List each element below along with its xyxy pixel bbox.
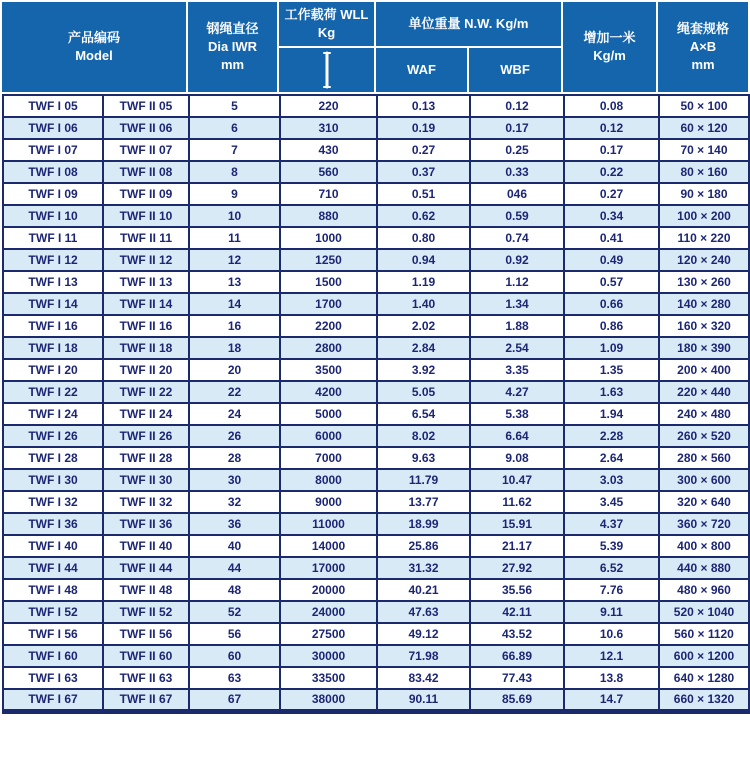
cell: 8000 xyxy=(280,469,377,491)
cell: 5.39 xyxy=(564,535,659,557)
cell: 26 xyxy=(189,425,280,447)
cell: TWF II 20 xyxy=(103,359,189,381)
cell: 4.37 xyxy=(564,513,659,535)
cell: TWF I 24 xyxy=(3,403,103,425)
cell: 310 xyxy=(280,117,377,139)
cell: 27.92 xyxy=(470,557,564,579)
cell: TWF I 20 xyxy=(3,359,103,381)
header-model-en: Model xyxy=(75,48,113,63)
table-row xyxy=(3,139,749,161)
cell: 2.54 xyxy=(470,337,564,359)
table-row xyxy=(3,513,749,535)
cell: 63 xyxy=(189,667,280,689)
cell: TWF I 10 xyxy=(3,205,103,227)
cell: 25.86 xyxy=(377,535,470,557)
cell: 90.11 xyxy=(377,689,470,711)
cell: TWF II 11 xyxy=(103,227,189,249)
header-diameter xyxy=(188,2,277,92)
cell: TWF II 06 xyxy=(103,117,189,139)
cell: TWF I 14 xyxy=(3,293,103,315)
header-waf xyxy=(376,48,467,92)
table-row xyxy=(3,645,749,667)
cell: 5 xyxy=(189,95,280,117)
table-row xyxy=(3,315,749,337)
cell: 14000 xyxy=(280,535,377,557)
cell: 77.43 xyxy=(470,667,564,689)
cell: 1.35 xyxy=(564,359,659,381)
cell: 71.98 xyxy=(377,645,470,667)
header-diameter-en: Dia IWR xyxy=(207,38,258,54)
cell: 21.17 xyxy=(470,535,564,557)
cell: 8.02 xyxy=(377,425,470,447)
cell: 14 xyxy=(189,293,280,315)
table-row xyxy=(3,557,749,579)
cell: TWF I 11 xyxy=(3,227,103,249)
cell: 3.35 xyxy=(470,359,564,381)
table-row xyxy=(3,293,749,315)
cell: 0.41 xyxy=(564,227,659,249)
cell: 11.79 xyxy=(377,469,470,491)
cell: 9.11 xyxy=(564,601,659,623)
cell: 31.32 xyxy=(377,557,470,579)
cell: 710 xyxy=(280,183,377,205)
cell: 180 × 390 xyxy=(659,337,749,359)
cell: 18 xyxy=(189,337,280,359)
cell: 360 × 720 xyxy=(659,513,749,535)
cell: 1.09 xyxy=(564,337,659,359)
header-wll-zh: 工作载荷 WLL xyxy=(284,6,369,22)
cell: 18.99 xyxy=(377,513,470,535)
cell: 440 × 880 xyxy=(659,557,749,579)
cell: 42.11 xyxy=(470,601,564,623)
cell: 35.56 xyxy=(470,579,564,601)
cell: 70 × 140 xyxy=(659,139,749,161)
cell: 300 × 600 xyxy=(659,469,749,491)
cell: 11000 xyxy=(280,513,377,535)
cell: 5.38 xyxy=(470,403,564,425)
cell: 6.54 xyxy=(377,403,470,425)
cell: 046 xyxy=(470,183,564,205)
cell: 100 × 200 xyxy=(659,205,749,227)
cell: 0.57 xyxy=(564,271,659,293)
cell: 0.22 xyxy=(564,161,659,183)
cell: 9000 xyxy=(280,491,377,513)
cell: TWF I 60 xyxy=(3,645,103,667)
cell: TWF I 06 xyxy=(3,117,103,139)
cell: 8 xyxy=(189,161,280,183)
cell: TWF I 05 xyxy=(3,95,103,117)
cell: 0.33 xyxy=(470,161,564,183)
cell: TWF I 32 xyxy=(3,491,103,513)
cell: 0.59 xyxy=(470,205,564,227)
cell: TWF II 18 xyxy=(103,337,189,359)
cell: TWF II 48 xyxy=(103,579,189,601)
header-sleeve-unit: mm xyxy=(691,57,715,73)
cell: 6 xyxy=(189,117,280,139)
cell: 7 xyxy=(189,139,280,161)
cell: 20 xyxy=(189,359,280,381)
cell: TWF II 52 xyxy=(103,601,189,623)
header-sleeve-zh: 绳套规格 xyxy=(676,20,729,36)
cell: 13 xyxy=(189,271,280,293)
table-row xyxy=(3,271,749,293)
cell: 16 xyxy=(189,315,280,337)
table-row xyxy=(3,689,749,711)
cell: 1000 xyxy=(280,227,377,249)
cell: 1.40 xyxy=(377,293,470,315)
cell: 0.49 xyxy=(564,249,659,271)
cell: TWF II 44 xyxy=(103,557,189,579)
cell: 30000 xyxy=(280,645,377,667)
cell: TWF II 05 xyxy=(103,95,189,117)
cell: 1.12 xyxy=(470,271,564,293)
cell: 0.62 xyxy=(377,205,470,227)
cell: 1.88 xyxy=(470,315,564,337)
cell: 0.12 xyxy=(564,117,659,139)
cell: 36 xyxy=(189,513,280,535)
cell: TWF I 13 xyxy=(3,271,103,293)
cell: 7.76 xyxy=(564,579,659,601)
cell: 56 xyxy=(189,623,280,645)
cell: 560 xyxy=(280,161,377,183)
cell: 5.05 xyxy=(377,381,470,403)
cell: TWF I 52 xyxy=(3,601,103,623)
cell: 320 × 640 xyxy=(659,491,749,513)
cell: 0.27 xyxy=(377,139,470,161)
cell: 48 xyxy=(189,579,280,601)
cell: 1.94 xyxy=(564,403,659,425)
cell: TWF II 12 xyxy=(103,249,189,271)
cell: TWF I 08 xyxy=(3,161,103,183)
cell: 0.80 xyxy=(377,227,470,249)
cell: TWF II 14 xyxy=(103,293,189,315)
cell: 15.91 xyxy=(470,513,564,535)
table-row xyxy=(3,535,749,557)
cell: TWF II 13 xyxy=(103,271,189,293)
table-row xyxy=(3,403,749,425)
table-row xyxy=(3,249,749,271)
cell: 120 × 240 xyxy=(659,249,749,271)
cell: 22 xyxy=(189,381,280,403)
cell: 12.1 xyxy=(564,645,659,667)
cell: 0.66 xyxy=(564,293,659,315)
cell: TWF I 40 xyxy=(3,535,103,557)
cell: 0.74 xyxy=(470,227,564,249)
cell: TWF II 22 xyxy=(103,381,189,403)
cell: 3500 xyxy=(280,359,377,381)
cell: 6000 xyxy=(280,425,377,447)
cell: 0.51 xyxy=(377,183,470,205)
table-row xyxy=(3,667,749,689)
product-spec-table xyxy=(2,94,750,714)
cell: 83.42 xyxy=(377,667,470,689)
cell: TWF I 48 xyxy=(3,579,103,601)
cell: 600 × 1200 xyxy=(659,645,749,667)
cell: 280 × 560 xyxy=(659,447,749,469)
cell: TWF I 18 xyxy=(3,337,103,359)
cell: 40 xyxy=(189,535,280,557)
cell: 24 xyxy=(189,403,280,425)
header-sleeve-size xyxy=(658,2,748,92)
cell: 11.62 xyxy=(470,491,564,513)
table-row xyxy=(3,337,749,359)
cell: 13.77 xyxy=(377,491,470,513)
cell: 10 xyxy=(189,205,280,227)
cell: 2200 xyxy=(280,315,377,337)
cell: 85.69 xyxy=(470,689,564,711)
table-body xyxy=(3,95,749,711)
table-row xyxy=(3,447,749,469)
cell: 50 × 100 xyxy=(659,95,749,117)
cell: 0.17 xyxy=(470,117,564,139)
cell: 2.28 xyxy=(564,425,659,447)
cell: 200 × 400 xyxy=(659,359,749,381)
table-header xyxy=(2,2,748,92)
cell: 32 xyxy=(189,491,280,513)
cell: 0.08 xyxy=(564,95,659,117)
cell: TWF II 67 xyxy=(103,689,189,711)
header-wll-hitch-cell xyxy=(279,48,374,92)
header-model-zh: 产品编码 xyxy=(67,29,120,45)
cell: 220 xyxy=(280,95,377,117)
cell: 9.63 xyxy=(377,447,470,469)
header-added-meter xyxy=(563,2,656,92)
header-wll xyxy=(279,2,374,46)
cell: 1.19 xyxy=(377,271,470,293)
cell: TWF I 07 xyxy=(3,139,103,161)
cell: 33500 xyxy=(280,667,377,689)
cell: TWF I 22 xyxy=(3,381,103,403)
cell: 7000 xyxy=(280,447,377,469)
cell: TWF I 36 xyxy=(3,513,103,535)
cell: TWF I 44 xyxy=(3,557,103,579)
cell: 0.37 xyxy=(377,161,470,183)
cell: 2.84 xyxy=(377,337,470,359)
cell: 27500 xyxy=(280,623,377,645)
cell: 520 × 1040 xyxy=(659,601,749,623)
cell: 49.12 xyxy=(377,623,470,645)
cell: 28 xyxy=(189,447,280,469)
cell: 80 × 160 xyxy=(659,161,749,183)
cell: 24000 xyxy=(280,601,377,623)
table-row xyxy=(3,601,749,623)
cell: 60 xyxy=(189,645,280,667)
cell: 660 × 1320 xyxy=(659,689,749,711)
cell: TWF I 16 xyxy=(3,315,103,337)
table-row xyxy=(3,161,749,183)
cell: 10.47 xyxy=(470,469,564,491)
cell: 260 × 520 xyxy=(659,425,749,447)
table-row xyxy=(3,469,749,491)
cell: 2800 xyxy=(280,337,377,359)
header-wbf-label: WBF xyxy=(500,61,530,77)
cell: TWF II 28 xyxy=(103,447,189,469)
cell: 160 × 320 xyxy=(659,315,749,337)
cell: 0.94 xyxy=(377,249,470,271)
header-added-meter-zh: 增加一米 xyxy=(583,29,636,45)
cell: TWF I 12 xyxy=(3,249,103,271)
cell: 38000 xyxy=(280,689,377,711)
cell: 3.92 xyxy=(377,359,470,381)
cell: TWF II 40 xyxy=(103,535,189,557)
cell: 90 × 180 xyxy=(659,183,749,205)
table-row xyxy=(3,183,749,205)
cell: 3.03 xyxy=(564,469,659,491)
header-wll-unit: Kg xyxy=(317,25,336,40)
cell: 60 × 120 xyxy=(659,117,749,139)
cell: TWF II 07 xyxy=(103,139,189,161)
cell: TWF II 16 xyxy=(103,315,189,337)
cell: 400 × 800 xyxy=(659,535,749,557)
table-row xyxy=(3,359,749,381)
cell: TWF I 28 xyxy=(3,447,103,469)
header-diameter-zh: 钢绳直径 xyxy=(206,20,259,36)
cell: 220 × 440 xyxy=(659,381,749,403)
cell: 66.89 xyxy=(470,645,564,667)
cell: TWF II 24 xyxy=(103,403,189,425)
cell: 0.27 xyxy=(564,183,659,205)
table-row xyxy=(3,205,749,227)
cell: 110 × 220 xyxy=(659,227,749,249)
header-sleeve-formula: A×B xyxy=(689,38,717,54)
cell: 1500 xyxy=(280,271,377,293)
cell: TWF II 30 xyxy=(103,469,189,491)
cell: 640 × 1280 xyxy=(659,667,749,689)
cell: 2.64 xyxy=(564,447,659,469)
cell: 13.8 xyxy=(564,667,659,689)
cell: 9.08 xyxy=(470,447,564,469)
table-row xyxy=(3,579,749,601)
cell: 14.7 xyxy=(564,689,659,711)
cell: 67 xyxy=(189,689,280,711)
vertical-lift-icon xyxy=(321,50,333,90)
cell: TWF II 32 xyxy=(103,491,189,513)
cell: 11 xyxy=(189,227,280,249)
cell: 560 × 1120 xyxy=(659,623,749,645)
cell: TWF II 08 xyxy=(103,161,189,183)
cell: 30 xyxy=(189,469,280,491)
cell: 44 xyxy=(189,557,280,579)
table-row xyxy=(3,623,749,645)
cell: 0.86 xyxy=(564,315,659,337)
cell: TWF I 30 xyxy=(3,469,103,491)
cell: TWF II 63 xyxy=(103,667,189,689)
cell: 880 xyxy=(280,205,377,227)
cell: TWF I 63 xyxy=(3,667,103,689)
cell: 1.34 xyxy=(470,293,564,315)
cell: 47.63 xyxy=(377,601,470,623)
header-waf-label: WAF xyxy=(407,61,436,77)
cell: 40.21 xyxy=(377,579,470,601)
cell: 12 xyxy=(189,249,280,271)
cell: 20000 xyxy=(280,579,377,601)
cell: 1.63 xyxy=(564,381,659,403)
cell: 0.17 xyxy=(564,139,659,161)
table-row xyxy=(3,227,749,249)
cell: 480 × 960 xyxy=(659,579,749,601)
cell: TWF I 56 xyxy=(3,623,103,645)
cell: TWF II 10 xyxy=(103,205,189,227)
cell: 5000 xyxy=(280,403,377,425)
table-row xyxy=(3,95,749,117)
header-diameter-unit: mm xyxy=(220,57,245,73)
cell: 4200 xyxy=(280,381,377,403)
cell: 430 xyxy=(280,139,377,161)
table-row xyxy=(3,425,749,447)
header-model xyxy=(2,2,186,92)
cell: 6.52 xyxy=(564,557,659,579)
cell: 6.64 xyxy=(470,425,564,447)
cell: 52 xyxy=(189,601,280,623)
header-added-meter-unit: Kg/m xyxy=(593,48,626,63)
header-unit-weight xyxy=(376,2,561,46)
cell: 0.34 xyxy=(564,205,659,227)
cell: TWF II 09 xyxy=(103,183,189,205)
cell: 140 × 280 xyxy=(659,293,749,315)
cell: 3.45 xyxy=(564,491,659,513)
cell: TWF II 36 xyxy=(103,513,189,535)
cell: 4.27 xyxy=(470,381,564,403)
cell: 43.52 xyxy=(470,623,564,645)
cell: TWF I 67 xyxy=(3,689,103,711)
cell: 17000 xyxy=(280,557,377,579)
table-row xyxy=(3,491,749,513)
cell: TWF I 09 xyxy=(3,183,103,205)
table-row xyxy=(3,381,749,403)
cell: TWF I 26 xyxy=(3,425,103,447)
cell: 0.12 xyxy=(470,95,564,117)
cell: 0.19 xyxy=(377,117,470,139)
cell: 240 × 480 xyxy=(659,403,749,425)
cell: 2.02 xyxy=(377,315,470,337)
header-unit-weight-title: 单位重量 N.W. Kg/m xyxy=(408,15,529,31)
cell: 9 xyxy=(189,183,280,205)
cell: 1700 xyxy=(280,293,377,315)
cell: 130 × 260 xyxy=(659,271,749,293)
cell: 10.6 xyxy=(564,623,659,645)
cell: 0.25 xyxy=(470,139,564,161)
header-wbf xyxy=(469,48,561,92)
cell: TWF II 60 xyxy=(103,645,189,667)
cell: TWF II 26 xyxy=(103,425,189,447)
cell: 0.13 xyxy=(377,95,470,117)
table-row xyxy=(3,117,749,139)
cell: 0.92 xyxy=(470,249,564,271)
cell: TWF II 56 xyxy=(103,623,189,645)
cell: 1250 xyxy=(280,249,377,271)
